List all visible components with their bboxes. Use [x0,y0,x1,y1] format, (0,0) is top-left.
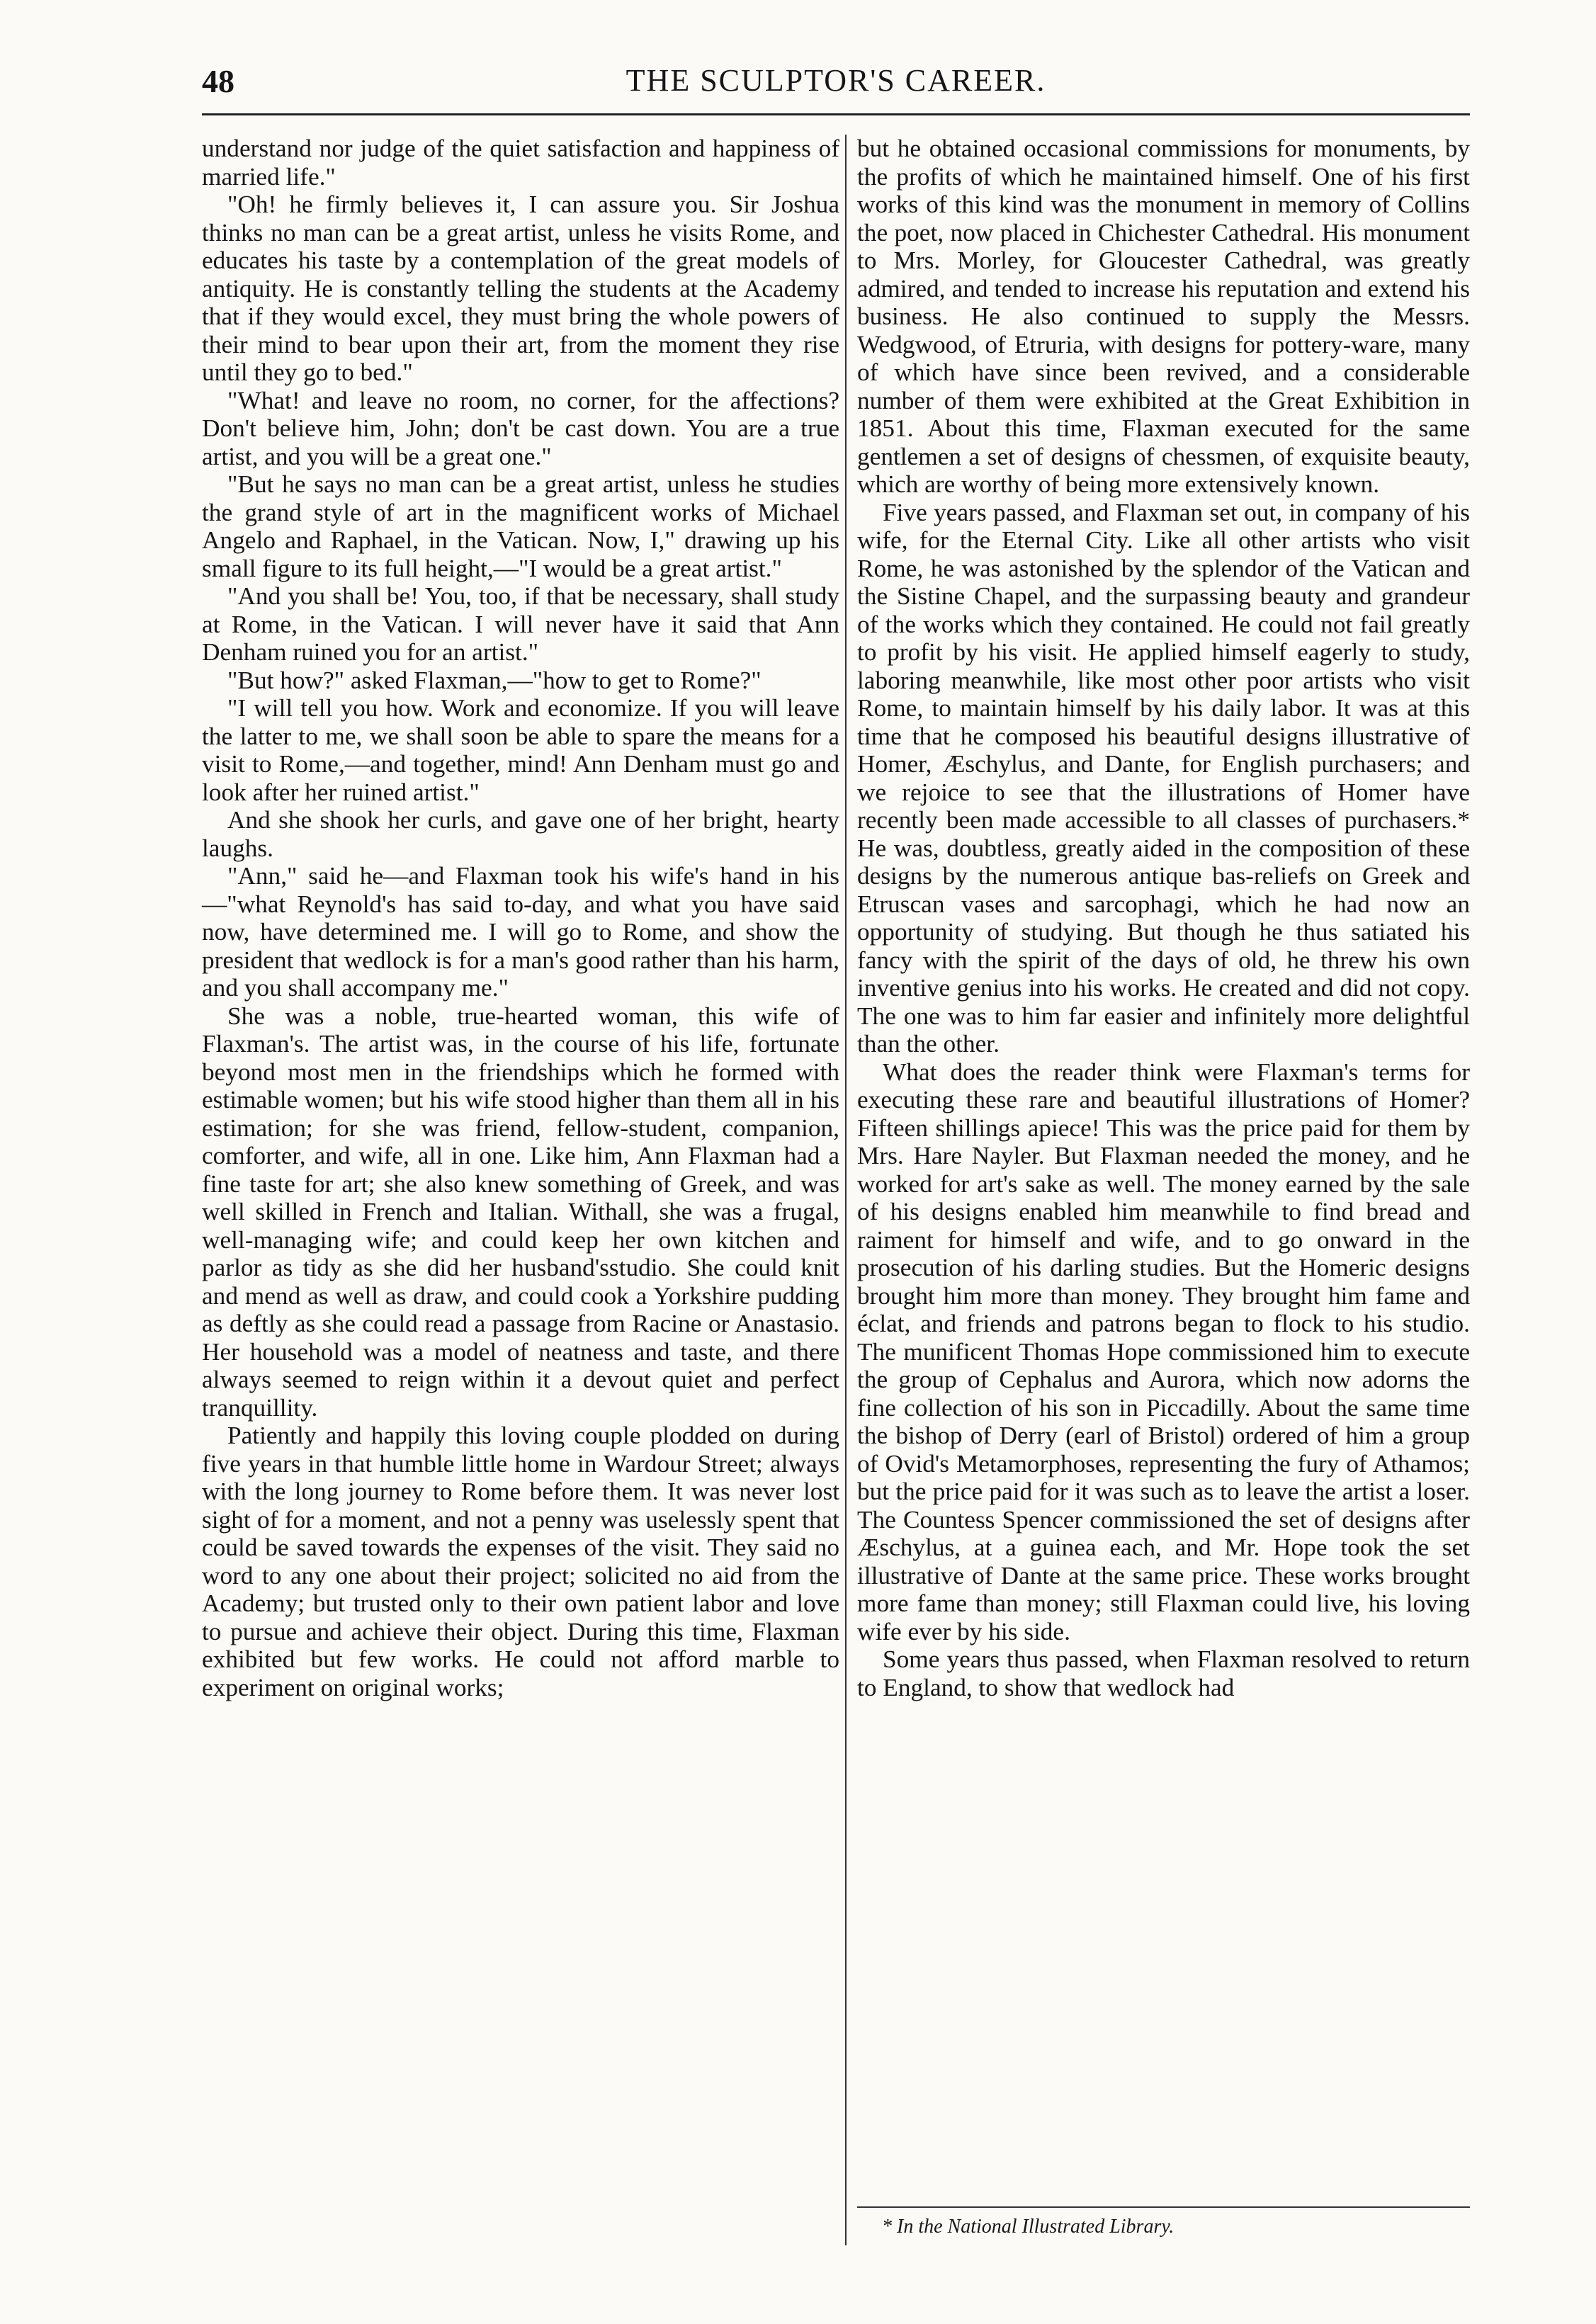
paragraph: Five years passed, and Flaxman set out, in company of his wife, for the Eternal City. Like all other artists who visit Rome, he was astonished by the splendor of the Vatican and the Sistine Chapel, and the surpassing beauty and grandeur of the works which they contained. He could not fail greatly to profit by his visit. He applied himself eagerly to study, laboring meanwhile, like most other poor artists who visit Rome, to maintain himself by his daily labor. It was at this time that he composed his beautiful designs illustrative of Homer, Æschylus, and Dante, for English purchasers; and we rejoice to see that the illustrations of Homer have recently been made accessible to all classes of purchasers.* He was, doubtless, greatly aided in the composition of these designs by the numerous antique bas-reliefs on Greek and Etruscan vases and sarcophagi, which he had now an opportunity of studying. But though he thus satiated his fancy with the spirit of the days of old, he threw his own inventive genius into his works. He created and did not copy. The one was to him far easier and infinitely more delightful than the other. [857,498,1470,1058]
left-column [202,135,839,1701]
paragraph: Patiently and happily this loving couple plodded on during five years in that humble little home in Wardour Street; always with the long journey to Rome before them. It was never lost sight of for a moment, and not a penny was uselessly spent that could be saved towards the expenses of the visit. They said no word to any one about their project; solicited no aid from the Academy; but trusted only to their own patient labor and love to pursue and achieve their object. During this time, Flaxman exhibited but few works. He could not afford marble to experiment on original works; [202,1422,839,1701]
running-title: THE SCULPTOR'S CAREER. [626,63,1046,98]
column-divider [845,135,847,2245]
page-header [202,62,1470,112]
header-rule [202,113,1470,115]
paragraph: "But he says no man can be a great artist, unless he studies the grand style of art in the magnificent works of Michael Angelo and Raphael, in the Vatican. Now, I," drawing up his small figure to its full height,—"I would be a great artist." [202,470,839,582]
paragraph: She was a noble, true-hearted woman, this wife of Flaxman's. The artist was, in the course of his life, fortunate beyond most men in the friendships which he formed with estimable women; but his wife stood higher than them all in his estimation; for she was friend, fellow-student, companion, comforter, and wife, all in one. Like him, Ann Flaxman had a fine taste for art; she also knew something of Greek, and was well skilled in French and Italian. Withall, she was a frugal, well-managing wife; and could keep her own kitchen and parlor as tidy as she did her husband'sstudio. She could knit and mend as well as draw, and could cook a Yorkshire pudding as deftly as she could read a passage from Racine or Anastasio. Her household was a model of neatness and taste, and there always seemed to reign within it a devout quiet and perfect tranquillity. [202,1002,839,1422]
paragraph: "Ann," said he—and Flaxman took his wife's hand in his—"what Reynold's has said to-day, and what you have said now, have determined me. I will go to Rome, and show the president that wedlock is for a man's good rather than his harm, and you shall accompany me." [202,862,839,1002]
page-number: 48 [202,63,234,99]
paragraph: Some years thus passed, when Flaxman resolved to return to England, to show that wedlock had [857,1645,1470,1701]
footnote-rule [857,2206,1470,2208]
paragraph: understand nor judge of the quiet satisfaction and happiness of married life." [202,135,839,191]
footnote: * In the National Illustrated Library. [882,2216,1175,2238]
paragraph: And she shook her curls, and gave one of her bright, hearty laughs. [202,806,839,862]
paragraph: What does the reader think were Flaxman's terms for executing these rare and beautiful illustrations of Homer? Fifteen shillings apiece! This was the price paid for them by Mrs. Hare Nayler. But Flaxman needed the money, and he worked for art's sake as well. The money earned by the sale of his designs enabled him meanwhile to find bread and raiment for himself and wife, and to go onward in the prosecution of his darling studies. But the Homeric designs brought him more than money. They brought him fame and éclat, and friends and patrons began to flock to his studio. The munificent Thomas Hope commissioned him to execute the group of Cephalus and Aurora, which now adorns the fine collection of his son in Piccadilly. About the same time the bishop of Derry (earl of Bristol) ordered of him a group of Ovid's Metamorphoses, representing the fury of Athamos; but the price paid for it was such as to leave the artist a loser. The Countess Spencer commissioned the set of designs after Æschylus, at a guinea each, and Mr. Hope took the set illustrative of Dante at the same price. These works brought more fame than money; still Flaxman could live, his loving wife ever by his side. [857,1058,1470,1645]
right-column [857,135,1470,1701]
paragraph: "I will tell you how. Work and economize. If you will leave the latter to me, we shall soon be able to spare the means for a visit to Rome,—and together, mind! Ann Denham must go and look after her ruined artist." [202,694,839,806]
paragraph: "What! and leave no room, no corner, for the affections? Don't believe him, John; don't be cast down. You are a true artist, and you will be a great one." [202,386,839,470]
paragraph: "Oh! he firmly believes it, I can assure you. Sir Joshua thinks no man can be a great artist, unless he visits Rome, and educates his taste by a contemplation of the great models of antiquity. He is constantly telling the students at the Academy that if they would excel, they must bring the whole powers of their mind to bear upon their art, from the moment they rise until they go to bed." [202,191,839,386]
paragraph: "But how?" asked Flaxman,—"how to get to Rome?" [227,666,762,694]
paragraph: "And you shall be! You, too, if that be necessary, shall study at Rome, in the Vatican. I will never have it said that Ann Denham ruined you for an artist." [202,582,839,666]
paragraph: but he obtained occasional commissions for monuments, by the profits of which he maintained himself. One of his first works of this kind was the monument in memory of Collins the poet, now placed in Chichester Cathedral. His monument to Mrs. Morley, for Gloucester Cathedral, was greatly admired, and tended to increase his reputation and extend his business. He also continued to supply the Messrs. Wedgwood, of Etruria, with designs for pottery-ware, many of which have since been revived, and a considerable number of them were exhibited at the Great Exhibition in 1851. About this time, Flaxman executed for the same gentlemen a set of designs of chessmen, of exquisite beauty, which are worthy of being more extensively known. [857,135,1470,498]
